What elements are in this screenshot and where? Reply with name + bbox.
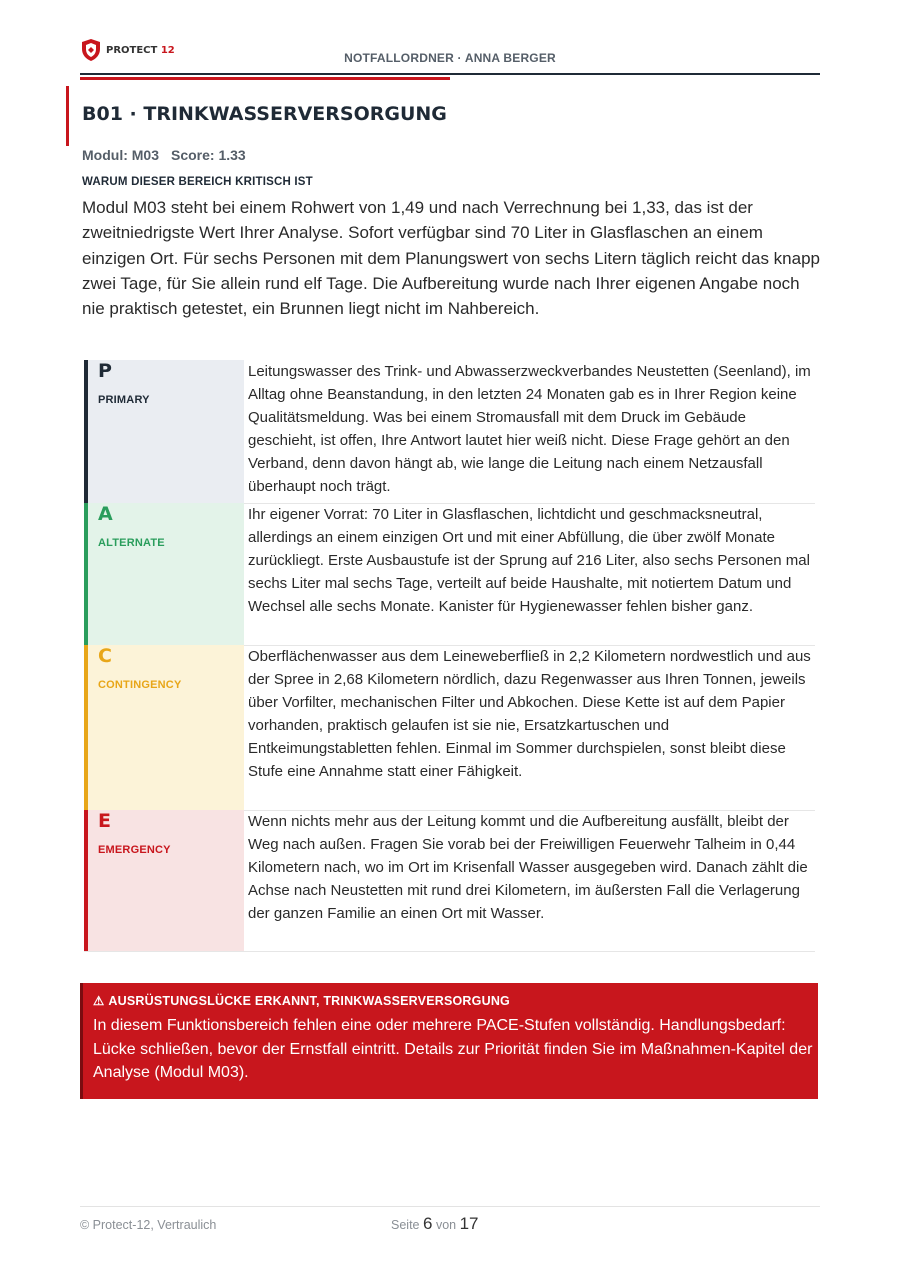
pace-tier-cell [84,360,244,503]
footer-divider [80,1206,820,1207]
pace-description: Oberflächenwasser aus dem Leineweberfließ in 2,2 Kilometern nordwestlich und aus der Spree in 2,68 Kilometern nördlich, dazu Regenwasser aus Ihren Tonnen, jeweils über Vorfilter, mechanischen Filter und Abkochen. Diese Kette ist auf dem Papier vorhanden, praktisch gelaufen ist sie nie, Ersatzkartuschen und Entkeimungstabletten fehlen. Einmal im Sommer durchspielen, sonst bleibt diese Stufe eine Annahme statt einer Fähigkeit. [248,648,811,780]
page-number [391,1214,479,1234]
page-total: 17 [459,1214,479,1233]
page-prefix: Seite [391,1218,420,1232]
warning-icon: ⚠ [93,994,105,1008]
equipment-gap-alert [80,983,818,1099]
pace-tier-name: CONTINGENCY [98,679,182,691]
module-label: Modul: M03 [82,147,159,163]
section-accent-bar [66,86,69,146]
document-title: NOTFALLORDNER · ANNA BERGER [344,51,556,65]
pace-tier-name: ALTERNATE [98,537,165,549]
why-critical-heading: WARUM DIESER BEREICH KRITISCH IST [82,176,313,188]
brand-name: PROTECT 12 [106,44,175,56]
why-critical-text: Modul M03 steht bei einem Rohwert von 1,49 und nach Verrechnung bei 1,33, das ist der zweitniedrigste Wert Ihrer Analyse. Sofort verfügbar sind 70 Liter in Glasflaschen an einem einzigen Ort. Für sechs Personen mit dem Planungswert von sechs Litern täglich reicht das knapp zwei Tage, für Sie allein rund elf Tage. Die Aufbereitung wurde nach Ihrer eigenen Angabe noch nie praktisch getestet, ein Brunnen liegt nicht im Nahbereich. [82,198,820,319]
pace-row-emergency [84,810,815,952]
section-title: B01 · TRINKWASSERVERSORGUNG [82,103,447,125]
alert-text: In diesem Funktionsbereich fehlen eine oder mehrere PACE-Stufen vollständig. Handlungsbedarf: Lücke schließen, bevor der Ernstfall eintritt. Details zur Priorität finden Sie im Maßnahmen-Kapitel der Analyse (Modul M03). [93,1017,813,1081]
pace-row-alternate [84,503,815,646]
pace-letter: P [98,360,112,382]
pace-row-contingency [84,645,815,811]
pace-tier-name: PRIMARY [98,394,150,406]
pace-letter: E [98,810,111,832]
pace-tier-name: EMERGENCY [98,844,171,856]
header-accent-bar [80,77,450,80]
page-header [80,36,820,76]
pace-letter: C [98,645,112,667]
page-current: 6 [422,1214,433,1233]
pace-row-primary [84,360,815,504]
pace-tier-cell [84,645,244,810]
pace-tier-cell [84,810,244,951]
alert-title-text: AUSRÜSTUNGSLÜCKE ERKANNT, TRINKWASSERVERSORGUNG [108,994,510,1008]
pace-description: Leitungswasser des Trink- und Abwasserzweckverbandes Neustetten (Seenland), im Alltag ohne Beanstandung, in den letzten 24 Monaten gab es in Ihrer Region keine Qualitätsmeldung. Was bei einem Stromausfall mit dem Druck im Gebäude geschieht, ist offen, Ihre Antwort lautet hier weiß nicht. Diese Frage gehört an den Verband, denn davon hängt ab, wie lange die Leitung nach einem Netzausfall überhaupt noch trägt. [248,363,811,495]
score-label: Score: 1.33 [171,147,246,163]
header-divider [80,73,820,75]
footer-copyright: © Protect-12, Vertraulich [80,1218,217,1232]
pace-letter: A [98,503,113,525]
page-of: von [435,1218,457,1232]
pace-description: Wenn nichts mehr aus der Leitung kommt und die Aufbereitung ausfällt, bleibt der Weg nach außen. Fragen Sie vorab bei der Freiwilligen Feuerwehr Talheim in 0,44 Kilometern nach, wo im Ort im Krisenfall Wasser ausgegeben wird. Danach zählt die Achse nach Neustetten mit rund drei Kilometern, im äußersten Fall die Verlagerung der ganzen Familie an einen Ort mit Wasser. [248,813,808,922]
alert-title [93,993,510,1008]
pace-tier-cell [84,503,244,645]
pace-description: Ihr eigener Vorrat: 70 Liter in Glasflaschen, lichtdicht und geschmacksneutral, allerdings an einem einzigen Ort und mit einer Abfüllung, die über zwölf Monate zurückliegt. Erste Ausbaustufe ist der Sprung auf 216 Liter, also sechs Personen mal sechs Liter mal sechs Tage, verteilt auf beide Haushalte, mit notiertem Datum und Wechsel alle sechs Monate. Kanister für Hygienewasser fehlen bisher ganz. [248,506,810,615]
section-meta [82,147,258,163]
